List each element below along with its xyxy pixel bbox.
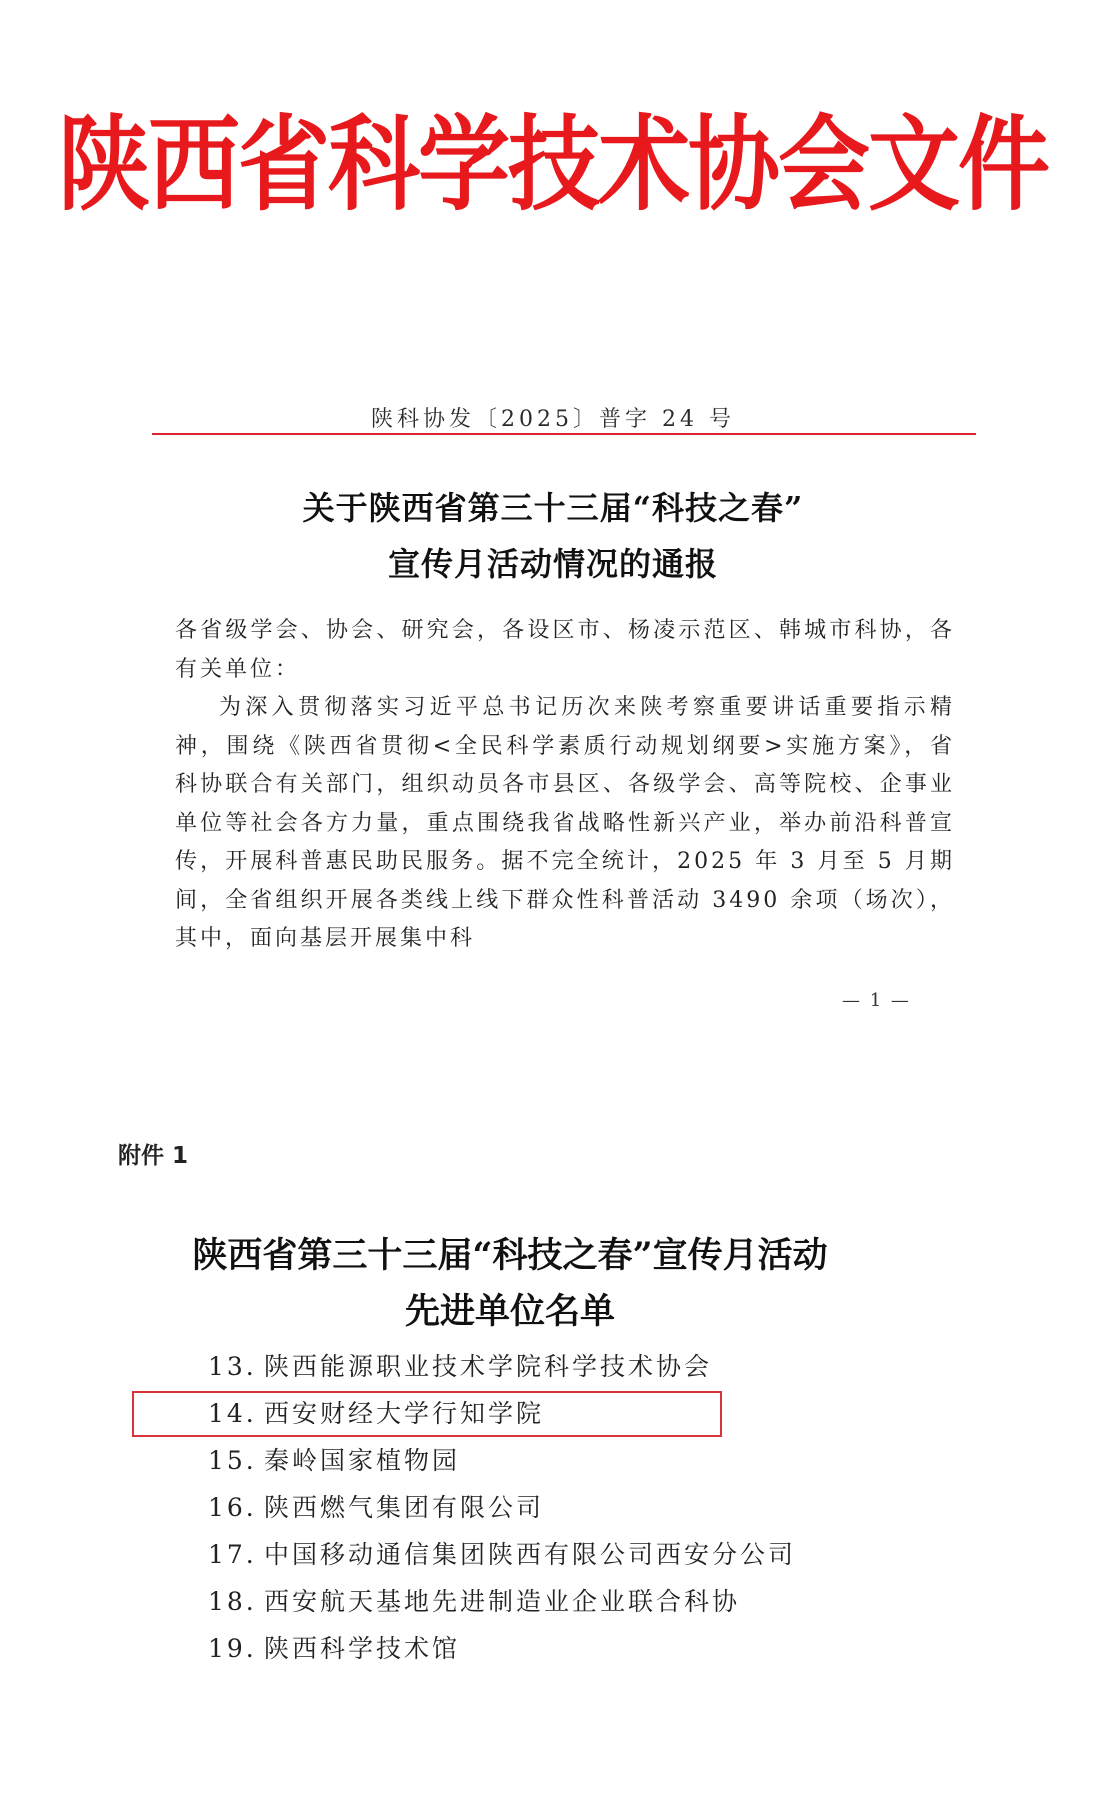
list-title-line-2: 先进单位名单 [404,1291,615,1332]
list-item-number: 13. [208,1352,257,1381]
salutation: 各省级学会、协会、研究会，各设区市、杨凌示范区、韩城市科协，各有关单位： [175,618,955,682]
list-item [208,1437,796,1484]
notice-title [0,480,1106,592]
list-item-number: 15. [208,1446,257,1475]
document-masthead: 陕西省科学技术协会文件 [57,103,1048,225]
notice-title-line-2: 宣传月活动情况的通报 [387,545,718,583]
list-item-name: 西安财经大学行知学院 [264,1399,545,1428]
list-item-name: 陕西燃气集团有限公司 [264,1493,545,1522]
red-divider-line [152,433,976,435]
list-item-number: 19. [208,1634,257,1663]
list-title-line-1: 陕西省第三十三届“科技之春”宣传月活动 [192,1235,828,1276]
highlight-box [132,1391,722,1437]
document-number: 陕科协发〔2025〕普字 24 号 [371,407,735,432]
list-item-number: 16. [208,1493,257,1522]
page-number: — 1 — [842,990,911,1011]
notice-body [175,612,955,959]
list-item [208,1625,796,1672]
list-item-name: 西安航天基地先进制造业企业联合科协 [264,1587,741,1616]
notice-title-line-1: 关于陕西省第三十三届“科技之春” [302,489,804,527]
list-item-number: 18. [208,1587,257,1616]
list-item-name: 陕西科学技术馆 [264,1634,461,1663]
body-paragraph-1: 为深入贯彻落实习近平总书记历次来陕考察重要讲话重要指示精神，围绕《陕西省贯彻<全民科学素质行动规划纲要>实施方案》，省科协联合有关部门，组织动员各市县区、各级学会、高等院校、企事业单位等社会各方力量，重点围绕我省战略性新兴产业，举办前沿科普宣传，开展科普惠民助民服务。据不完全统计，2025 年 3 月至 5 月期间，全省组织开展各类线上线下群众性科普活动 3490 余项（场次），其中，面向基层开展集中科 [175,695,955,951]
list-item [208,1578,796,1625]
list-item-name: 秦岭国家植物园 [264,1446,461,1475]
list-item [208,1484,796,1531]
attachment-label: 附件 1 [118,1143,189,1169]
list-item-name: 中国移动通信集团陕西有限公司西安分公司 [264,1540,797,1569]
list-item [208,1531,796,1578]
list-item-number: 17. [208,1540,257,1569]
list-item-number: 14. [208,1399,257,1428]
list-item-name: 陕西能源职业技术学院科学技术协会 [264,1352,713,1381]
list-title [150,1228,870,1340]
list-item [208,1343,796,1390]
